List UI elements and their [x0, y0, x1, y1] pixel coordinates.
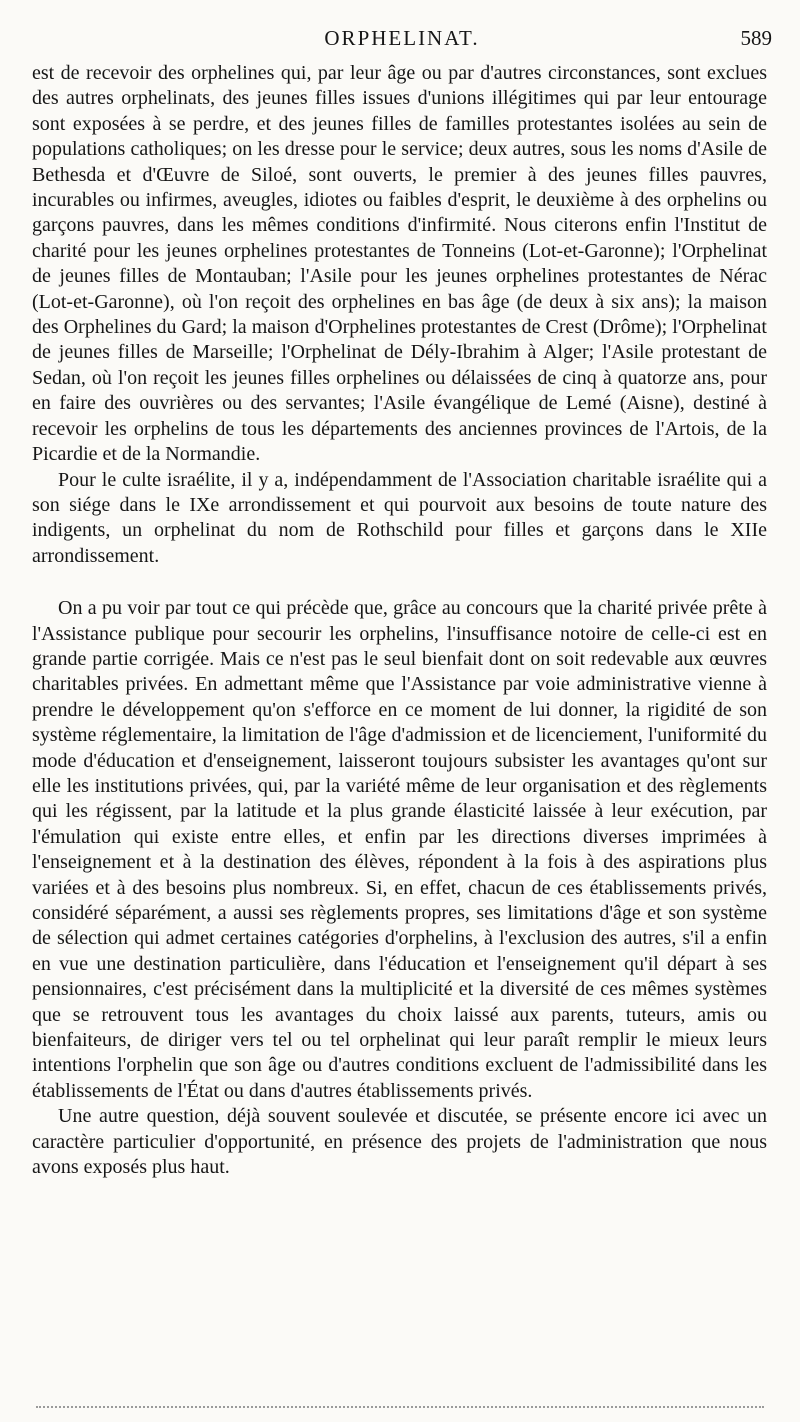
page-header	[32, 26, 772, 56]
paragraph-another-question: Une autre question, déjà souvent soulevée et discutée, se présente encore ici avec un caractère particulier d'opportunité, en présence des projets de l'administration que nous avons exposés plus haut.	[32, 1105, 767, 1179]
page-number: 589	[740, 26, 772, 50]
body-text	[32, 61, 767, 1180]
running-head: ORPHELINAT.	[324, 26, 480, 50]
paragraph-israelite-worship: Pour le culte israélite, il y a, indépendamment de l'Association charitable israélite qui a son siége dans le IXe arrondissement et qui pourvoit aux besoins de toute nature des indigents, un orphelinat du nom de Rothschild pour filles et garçons dans le XIIe arrondissement.	[32, 468, 767, 567]
footer-dotted-rule	[36, 1406, 764, 1408]
paragraph-private-charity: On a pu voir par tout ce qui précède que, grâce au concours que la charité privée prête à l'Assistance publique pour secourir les orphelins, l'insuffisance notoire de celle-ci est en grande partie corrigée. Mais ce n'est pas le seul bienfait dont on soit redevable aux œuvres charitables privées. En admettant même que l'Assistance par voie administrative vienne à prendre le développement qu'on s'efforce en ce moment de lui donner, la rigidité de son système réglementaire, la limitation de l'âge d'admission et de licenciement, l'uniformité du mode d'éducation et d'enseignement, laisseront toujours subsister les avantages qu'ont sur elle les institutions privées, qui, par la variété même de leur organisation et des règlements qui les régissent, par la latitude et la plus grande élasticité laissée à leur exécution, par l'émulation qui existe entre elles, et enfin par les directions diverses imprimées à l'enseignement et à la destination des élèves, répondent à la fois à des aspirations plus variées et à des besoins plus nombreux. Si, en effet, chacun de ces établissements privés, considéré séparément, a aussi ses règlements propres, ses limitations d'âge et son système de sélection qui admet certaines catégories d'orphelins, à l'exclusion des autres, s'il a enfin en vue une destination particulière, dans l'éducation et l'enseignement qu'il départ à ses pensionnaires, c'est précisément dans la multiplicité et la diversité de ces mêmes systèmes que se retrouvent tous les avantages du choix laissé aux parents, tuteurs, amis ou bienfaiteurs, de diriger vers tel ou tel orphelinat qui leur paraît remplir le mieux leurs intentions l'orphelin que son âge ou d'autres conditions excluent de l'admissibilité dans les établissements de l'État ou dans d'autres établissements privés.	[32, 597, 767, 1102]
paragraph-continued: est de recevoir des orphelines qui, par leur âge ou par d'autres circonstances, sont exclues des autres orphelinats, des jeunes filles issues d'unions illégitimes qui par leur entourage sont exposées à se perdre, et des jeunes filles de familles protestantes isolées au sein de populations catholiques; on les dresse pour le service; deux autres, sous les noms d'Asile de Bethesda et d'Œuvre de Siloé, sont ouverts, le premier à des jeunes filles pauvres, incurables ou infirmes, aveugles, idiotes ou faibles d'esprit, le deuxième à des orphelins ou garçons pauvres, dans les mêmes conditions d'infirmité. Nous citerons enfin l'Institut de charité pour les jeunes orphelines protestantes de Tonneins (Lot-et-Garonne); l'Orphelinat de jeunes filles de Montauban; l'Asile pour les jeunes orphelines protestantes de Nérac (Lot-et-Garonne), où l'on reçoit des orphelines en bas âge (de deux à six ans); la maison des Orphelines du Gard; la maison d'Orphelines protestantes de Crest (Drôme); l'Orphelinat de jeunes filles de Marseille; l'Orphelinat de Dély-Ibrahim à Alger; l'Asile protestant de Sedan, où l'on reçoit les jeunes filles orphelines ou délaissées de cinq à quatorze ans, pour en faire des ouvrières ou des servantes; l'Asile évangélique de Lemé (Aisne), destiné à recevoir les orphelins de tous les départements des anciennes provinces de l'Artois, de la Picardie et de la Normandie.	[32, 62, 767, 466]
